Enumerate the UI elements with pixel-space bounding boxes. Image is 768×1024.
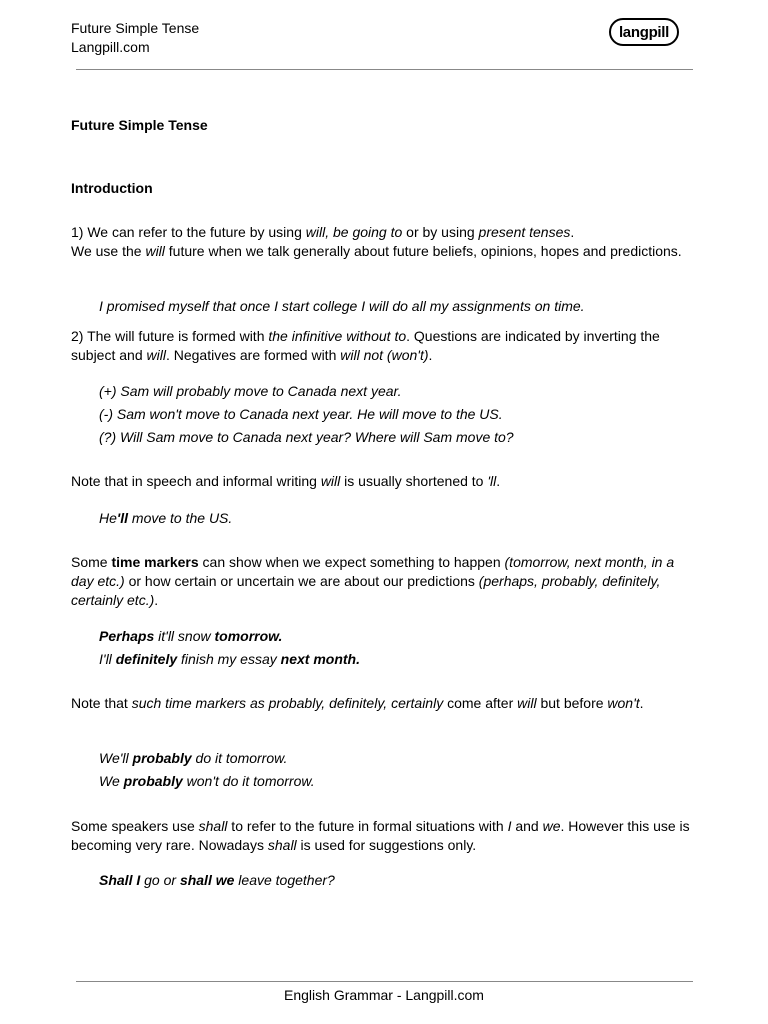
langpill-logo: langpill [609, 18, 679, 46]
paragraph-6: Some speakers use shall to refer to the future in formal situations with I and we. However this use is becoming very rare. Nowadays shall is used for suggestions only. [71, 818, 690, 853]
example-4-line-2: I'll definitely finish my essay next month. [99, 651, 360, 667]
paragraph-2: 2) The will future is formed with the infinitive without to. Questions are indicated by inverting the subject and will. Negatives are formed with will not (won't). [71, 328, 660, 363]
example-3: He'll move to the US. [99, 510, 233, 526]
footer-text: English Grammar - Langpill.com [284, 987, 484, 1003]
example-2-question: (?) Will Sam move to Canada next year? Where will Sam move to? [99, 429, 514, 445]
example-6: Shall I go or shall we leave together? [99, 872, 335, 888]
footer-divider [76, 981, 693, 982]
example-1: I promised myself that once I start college I will do all my assignments on time. [99, 298, 585, 314]
page-title: Future Simple Tense [71, 117, 208, 133]
header-title: Future Simple Tense [71, 20, 200, 36]
section-heading: Introduction [71, 180, 153, 196]
example-5-line-2: We probably won't do it tomorrow. [99, 773, 315, 789]
example-4-line-1: Perhaps it'll snow tomorrow. [99, 628, 283, 644]
example-2-positive: (+) Sam will probably move to Canada next year. [99, 383, 402, 399]
paragraph-1: 1) We can refer to the future by using will, be going to or by using present tenses. We use the will future when we talk generally about future beliefs, opinions, hopes and predictions. [71, 224, 682, 259]
header-divider [76, 69, 693, 70]
example-5-line-1: We'll probably do it tomorrow. [99, 750, 288, 766]
paragraph-3: Note that in speech and informal writing will is usually shortened to 'll. [71, 473, 501, 489]
paragraph-5: Note that such time markers as probably, definitely, certainly come after will but before won't. [71, 695, 644, 711]
example-2-negative: (-) Sam won't move to Canada next year. He will move to the US. [99, 406, 503, 422]
header [71, 19, 199, 57]
paragraph-4: Some time markers can show when we expect something to happen (tomorrow, next month, in a day etc.) or how certain or uncertain we are about our predictions (perhaps, probably, definitely, certainly etc.). [71, 554, 675, 608]
header-site: Langpill.com [71, 39, 150, 55]
